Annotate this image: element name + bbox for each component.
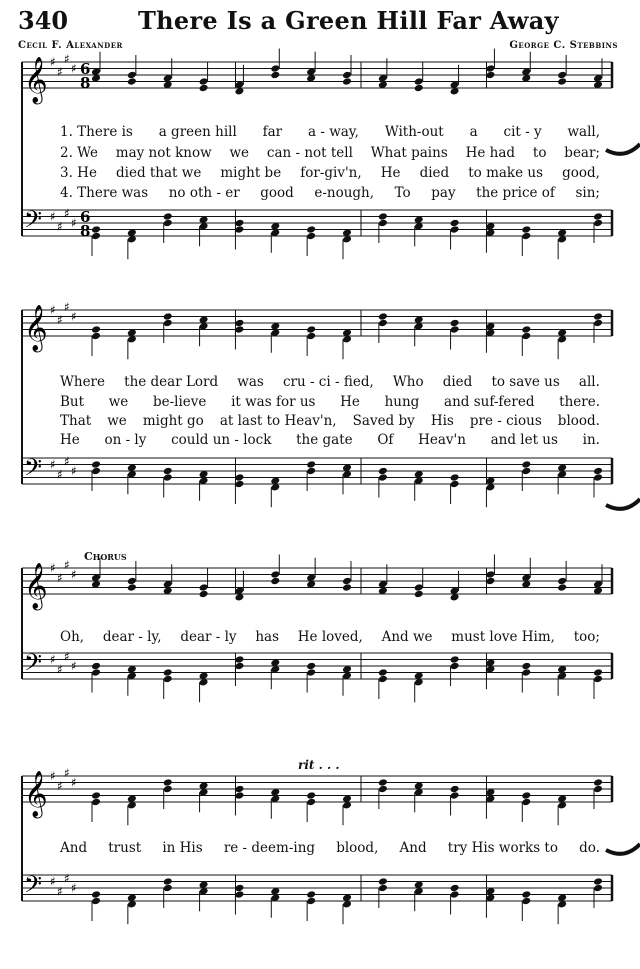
sharp-icon: ♯	[57, 570, 63, 585]
lyric-line	[60, 124, 600, 140]
note-head	[557, 77, 567, 86]
sharp-icon: ♯	[57, 884, 63, 899]
note-head	[450, 473, 460, 482]
time-signature-icon: 6	[80, 60, 91, 78]
lyric-syllable: To	[394, 185, 411, 201]
note-head	[163, 219, 173, 228]
lyric-line	[60, 432, 600, 448]
note-head	[270, 71, 280, 80]
note-head	[593, 675, 603, 684]
lyric-syllable: 2. We	[60, 145, 98, 161]
note-head	[450, 662, 460, 671]
sharp-icon: ♯	[64, 765, 70, 780]
note-head	[91, 668, 101, 677]
note-head	[127, 77, 137, 86]
lyric-syllable: Where	[60, 374, 106, 390]
lyricist-credit: Cecil F. Alexander	[18, 40, 123, 51]
composer-credit: George C. Stebbins	[509, 40, 618, 51]
note-head	[163, 877, 173, 886]
note-head	[91, 225, 101, 234]
note-head	[593, 473, 603, 482]
sharp-icon: ♯	[50, 457, 56, 472]
lyric-syllable: the price of	[476, 185, 555, 201]
note-head	[378, 467, 388, 476]
sharp-icon: ♯	[71, 567, 77, 582]
note-head	[91, 897, 101, 906]
lyric-syllable: we	[229, 145, 250, 161]
note-head	[521, 232, 531, 241]
note-head	[91, 460, 101, 469]
note-head	[450, 785, 460, 794]
lyric-syllable: pay	[431, 185, 456, 201]
note-head	[163, 467, 173, 476]
note-head	[378, 884, 388, 893]
lyric-syllable: Saved by	[352, 413, 415, 429]
note-head	[521, 791, 531, 800]
note-head	[414, 77, 424, 86]
sharp-icon: ♯	[71, 216, 77, 230]
lyric-syllable: it was for us	[231, 394, 316, 410]
note-head	[521, 668, 531, 677]
note-head	[521, 460, 531, 469]
treble-clef-icon: 𝄞	[24, 305, 48, 351]
sharp-icon: ♯	[71, 464, 77, 478]
note-head	[306, 460, 316, 469]
lyric-syllable: trust	[108, 840, 142, 856]
lyric-syllable: re - deem-ing	[223, 840, 316, 856]
note-head	[378, 675, 388, 684]
lyric-syllable: in His	[162, 840, 203, 856]
note-head	[557, 71, 567, 80]
lyric-syllable: do.	[579, 840, 600, 856]
note-head	[593, 319, 603, 328]
lyric-syllable: cru - ci - fied,	[282, 374, 374, 390]
lyric-syllable: might go	[142, 413, 204, 429]
note-head	[163, 884, 173, 893]
lyric-syllable: pre - cious	[469, 413, 542, 429]
note-head	[91, 662, 101, 671]
note-head	[306, 890, 316, 899]
lyric-line	[60, 629, 600, 645]
note-head	[521, 890, 531, 899]
lyric-syllable: for-giv'n,	[300, 165, 362, 181]
sharp-icon: ♯	[57, 64, 63, 79]
sharp-icon: ♯	[64, 299, 70, 314]
lyric-syllable: to save us	[491, 374, 560, 390]
lyric-syllable: in.	[582, 432, 600, 448]
lyric-syllable: a - way,	[308, 124, 359, 140]
note-head	[521, 225, 531, 234]
lyric-syllable: cit - y	[503, 124, 542, 140]
lyric-syllable: could un - lock	[171, 432, 272, 448]
lyric-syllable: died that we	[116, 165, 202, 181]
time-signature-icon: 8	[80, 222, 91, 240]
note-head	[593, 312, 603, 321]
lyric-syllable: blood,	[336, 840, 379, 856]
lyric-syllable: His	[430, 413, 454, 429]
lyric-syllable: and suf-fered	[444, 394, 535, 410]
lyric-syllable: far	[262, 124, 283, 140]
note-head	[450, 791, 460, 800]
note-head	[593, 884, 603, 893]
note-head	[378, 778, 388, 787]
note-head	[270, 570, 280, 579]
note-head	[521, 798, 531, 807]
sharp-icon: ♯	[64, 51, 70, 66]
note-head	[450, 219, 460, 228]
lyric-syllable: try His works to	[447, 840, 558, 856]
note-head	[378, 312, 388, 321]
lyric-syllable: 4. There was	[60, 185, 149, 201]
note-head	[163, 473, 173, 482]
lyric-syllable: has	[255, 629, 279, 645]
note-head	[521, 662, 531, 671]
sharp-icon: ♯	[50, 652, 56, 667]
bass-clef-icon: 𝄢	[24, 453, 43, 487]
note-head	[593, 219, 603, 228]
note-head	[450, 225, 460, 234]
lyric-line	[60, 374, 600, 390]
lyric-syllable: must love Him,	[451, 629, 555, 645]
sharp-icon: ♯	[64, 557, 70, 572]
note-head	[450, 319, 460, 328]
note-head	[91, 890, 101, 899]
bass-clef-icon: 𝄢	[24, 205, 43, 239]
lyric-syllable: dear - ly	[180, 629, 237, 645]
note-head	[557, 577, 567, 586]
lyric-syllable: at last to Heav'n,	[219, 413, 337, 429]
sharp-icon: ♯	[64, 649, 70, 664]
sharp-icon: ♯	[57, 312, 63, 327]
lyric-syllable: on - ly	[104, 432, 147, 448]
note-head	[163, 778, 173, 787]
lyric-syllable: bear;	[564, 145, 600, 161]
lyric-syllable: And	[399, 840, 427, 856]
lyric-syllable: to	[532, 145, 547, 161]
note-head	[378, 212, 388, 221]
lyric-syllable: dear - ly,	[102, 629, 162, 645]
sharp-icon: ♯	[71, 659, 77, 673]
treble-clef-icon: 𝄞	[24, 57, 48, 103]
ritardando-marking: rit . . .	[298, 758, 340, 772]
lyric-syllable: there.	[559, 394, 600, 410]
lyric-syllable: And	[60, 840, 88, 856]
note-head	[199, 590, 209, 599]
note-head	[593, 467, 603, 476]
sharp-icon: ♯	[50, 209, 56, 224]
lyric-syllable: 3. He	[60, 165, 97, 181]
lyric-syllable: we	[107, 413, 127, 429]
note-head	[521, 467, 531, 476]
note-head	[593, 877, 603, 886]
sharp-icon: ♯	[71, 881, 77, 895]
note-head	[306, 332, 316, 341]
note-head	[378, 319, 388, 328]
page-curl-icon	[606, 144, 640, 154]
lyric-syllable: He had	[465, 145, 516, 161]
lyric-syllable: wall,	[567, 124, 600, 140]
lyric-syllable: He loved,	[297, 629, 363, 645]
bass-clef-icon: 𝄢	[24, 870, 43, 904]
lyric-syllable: may not know	[115, 145, 212, 161]
lyric-syllable: might be	[220, 165, 282, 181]
note-head	[163, 312, 173, 321]
note-head	[593, 785, 603, 794]
note-head	[450, 480, 460, 489]
lyric-syllable: all.	[578, 374, 600, 390]
note-head	[378, 877, 388, 886]
note-head	[450, 890, 460, 899]
lyric-line	[60, 394, 600, 410]
sharp-icon: ♯	[50, 55, 56, 69]
lyric-syllable: we	[108, 394, 129, 410]
lyric-line	[60, 185, 600, 201]
sharp-icon: ♯	[71, 61, 77, 76]
note-head	[127, 583, 137, 592]
note-head	[378, 219, 388, 228]
note-head	[270, 64, 280, 73]
note-head	[163, 212, 173, 221]
note-head	[199, 77, 209, 86]
note-head	[414, 590, 424, 599]
lyric-syllable: died	[442, 374, 473, 390]
note-head	[270, 577, 280, 586]
lyric-syllable: He	[340, 394, 360, 410]
sharp-icon: ♯	[64, 454, 70, 469]
lyric-syllable: to make us	[468, 165, 544, 181]
note-head	[91, 332, 101, 341]
bass-clef-icon: 𝄢	[24, 648, 43, 682]
lyric-syllable: too;	[573, 629, 600, 645]
note-head	[306, 798, 316, 807]
lyric-line	[60, 165, 600, 181]
sharp-icon: ♯	[57, 778, 63, 793]
note-head	[306, 225, 316, 234]
note-head	[91, 798, 101, 807]
note-head	[163, 675, 173, 684]
note-head	[521, 332, 531, 341]
lyric-syllable: was	[237, 374, 264, 390]
lyric-syllable: be-lieve	[152, 394, 207, 410]
sharp-icon: ♯	[57, 219, 63, 234]
note-head	[199, 583, 209, 592]
lyric-syllable: died	[419, 165, 450, 181]
sharp-icon: ♯	[71, 309, 77, 324]
note-head	[342, 583, 352, 592]
note-head	[127, 577, 137, 586]
lyric-syllable: can - not tell	[266, 145, 353, 161]
note-head	[557, 583, 567, 592]
sharp-icon: ♯	[50, 561, 56, 575]
time-signature-icon: 6	[80, 208, 91, 226]
sharp-icon: ♯	[71, 775, 77, 790]
note-head	[306, 897, 316, 906]
note-head	[306, 662, 316, 671]
note-head	[378, 668, 388, 677]
note-head	[163, 319, 173, 328]
note-head	[306, 325, 316, 334]
note-head	[378, 785, 388, 794]
note-head	[450, 884, 460, 893]
note-head	[342, 77, 352, 86]
sharp-icon: ♯	[64, 871, 70, 886]
treble-clef-icon: 𝄞	[24, 563, 48, 609]
lyric-syllable: the gate	[296, 432, 353, 448]
note-head	[91, 791, 101, 800]
note-head	[450, 655, 460, 664]
lyric-syllable: and let us	[490, 432, 558, 448]
page-curl-icon	[606, 844, 640, 854]
hymn-number: 340	[18, 6, 69, 35]
lyric-syllable: Heav'n	[418, 432, 466, 448]
chorus-label: Chorus	[84, 550, 127, 563]
lyric-syllable: e-nough,	[314, 185, 375, 201]
lyric-syllable: hung	[384, 394, 420, 410]
lyric-syllable: the dear Lord	[124, 374, 219, 390]
note-head	[91, 467, 101, 476]
lyric-syllable: a green hill	[158, 124, 237, 140]
hymn-title: There Is a Green Hill Far Away	[138, 6, 559, 35]
lyric-syllable: 1. There is	[60, 124, 133, 140]
note-head	[593, 778, 603, 787]
time-signature-icon: 8	[80, 74, 91, 92]
note-head	[91, 232, 101, 241]
sharp-icon: ♯	[50, 874, 56, 889]
note-head	[91, 325, 101, 334]
note-head	[378, 473, 388, 482]
note-head	[593, 212, 603, 221]
note-head	[521, 325, 531, 334]
note-head	[521, 897, 531, 906]
note-head	[342, 577, 352, 586]
lyric-line	[60, 840, 600, 856]
note-head	[127, 71, 137, 80]
lyric-syllable: sin;	[575, 185, 600, 201]
sharp-icon: ♯	[64, 206, 70, 221]
page-curl-icon	[606, 499, 640, 509]
note-head	[593, 668, 603, 677]
lyric-line	[60, 413, 600, 429]
lyric-syllable: no oth - er	[168, 185, 240, 201]
note-head	[414, 583, 424, 592]
note-head	[306, 232, 316, 241]
lyric-syllable: Of	[377, 432, 394, 448]
note-head	[306, 791, 316, 800]
lyric-syllable: good	[260, 185, 294, 201]
lyric-syllable: Who	[392, 374, 424, 390]
note-head	[306, 668, 316, 677]
lyric-syllable: That	[60, 413, 92, 429]
lyric-line	[60, 145, 600, 161]
lyric-syllable: But	[60, 394, 85, 410]
lyric-syllable: blood.	[557, 413, 600, 429]
note-head	[306, 467, 316, 476]
sharp-icon: ♯	[57, 467, 63, 482]
lyric-syllable: What pains	[370, 145, 448, 161]
treble-clef-icon: 𝄞	[24, 771, 48, 817]
lyric-syllable: Oh,	[60, 629, 85, 645]
sharp-icon: ♯	[50, 769, 56, 783]
note-head	[163, 785, 173, 794]
note-head	[199, 84, 209, 93]
sharp-icon: ♯	[50, 303, 56, 317]
lyric-syllable: With-out	[384, 124, 444, 140]
lyric-syllable: good,	[562, 165, 600, 181]
lyric-syllable: a	[469, 124, 478, 140]
sharp-icon: ♯	[57, 662, 63, 677]
note-head	[414, 84, 424, 93]
lyric-syllable: He	[60, 432, 80, 448]
note-head	[163, 668, 173, 677]
lyric-syllable: He	[380, 165, 401, 181]
note-head	[342, 71, 352, 80]
note-head	[450, 325, 460, 334]
lyric-syllable: And we	[381, 629, 433, 645]
